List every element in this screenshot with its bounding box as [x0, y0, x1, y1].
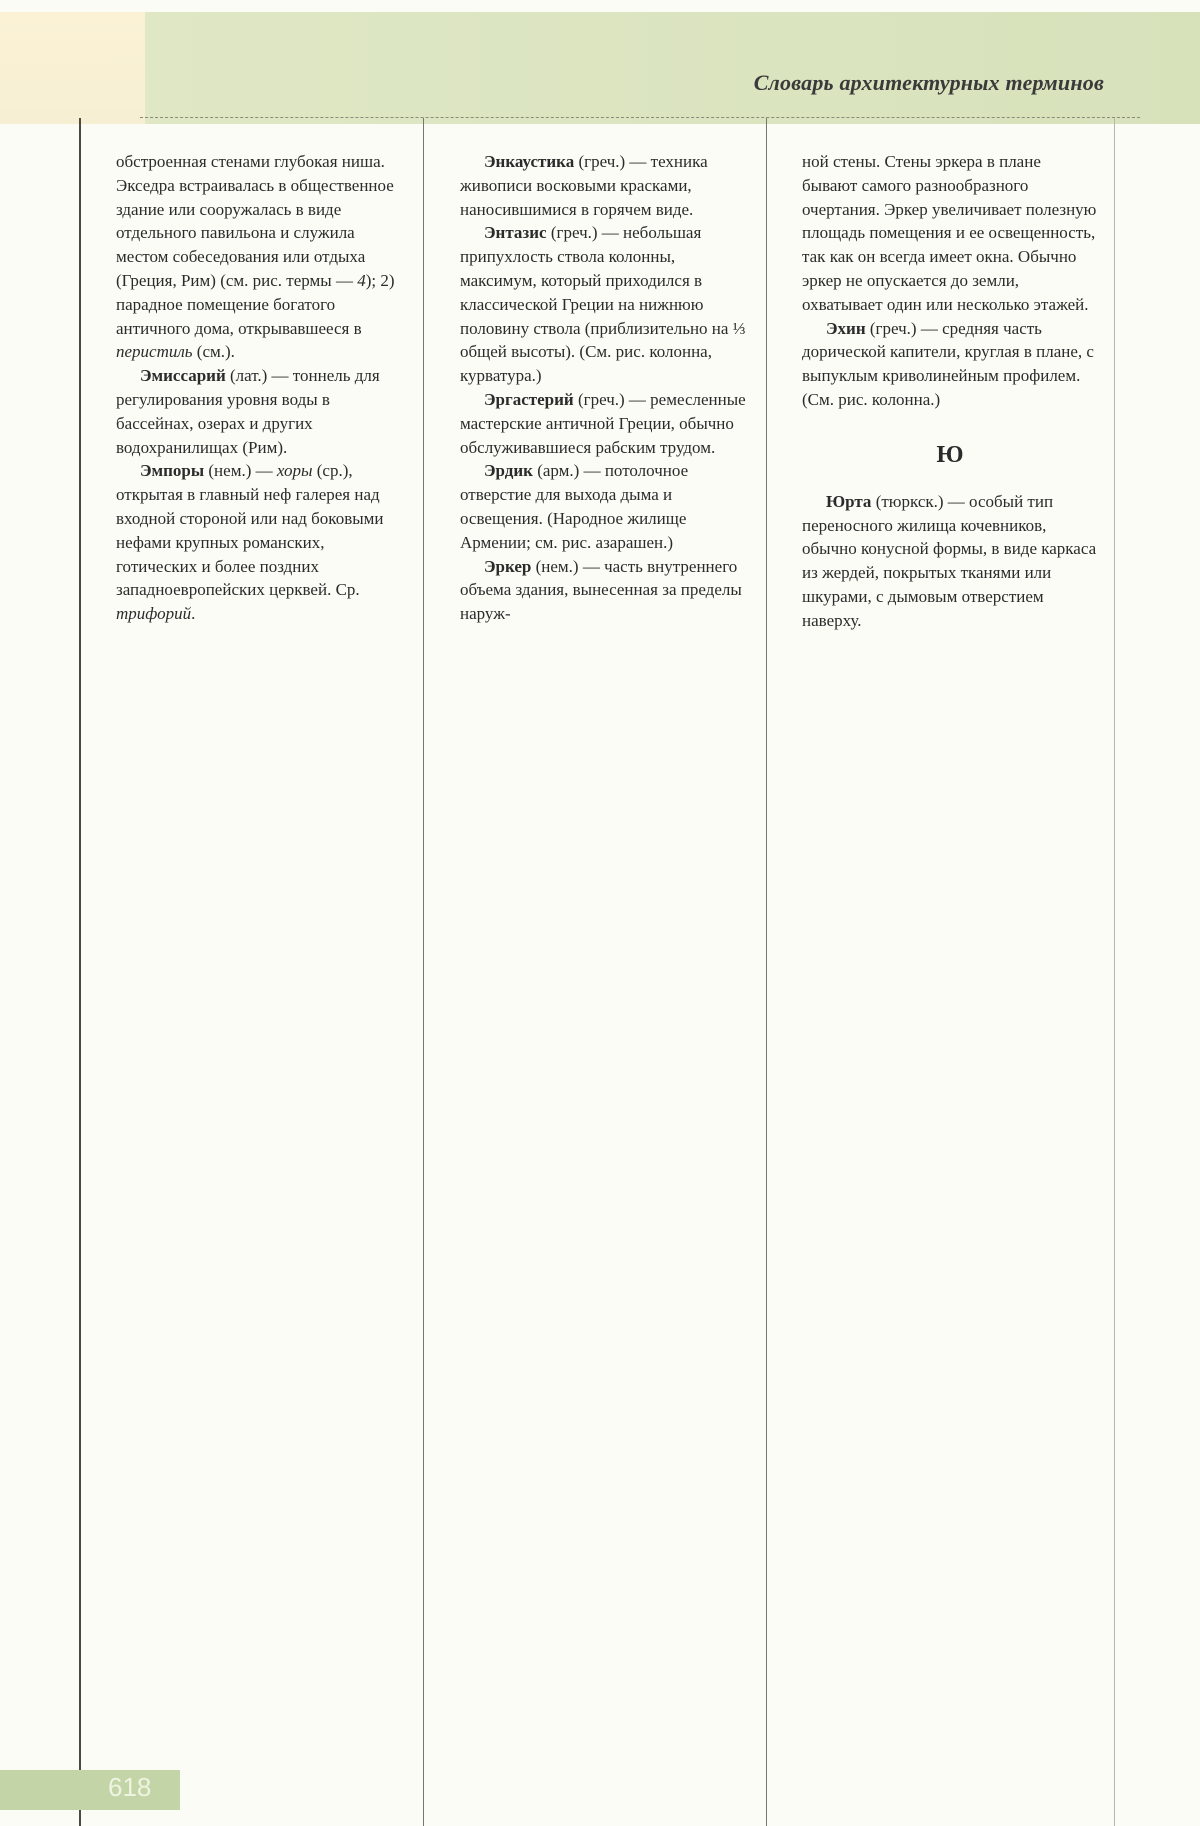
entry-term: Юрта [826, 491, 872, 511]
entry-text: . [191, 604, 196, 624]
entry-term: Эмпоры [140, 461, 205, 481]
running-header-title: Словарь архитектурных терминов [753, 70, 1104, 95]
entry-text: (греч.) — небольшая припухлость ствола колонны, максимум, который приходился в классической Греции на нижнюю половину ствола (приблизительно на ⅓ общей высоты). (См. рис. колонна, курватура.) [460, 223, 746, 386]
dictionary-entry [802, 150, 1098, 317]
dictionary-entry [802, 490, 1098, 633]
column-rule-middle-2 [766, 118, 767, 1826]
dictionary-entry [460, 459, 748, 554]
dictionary-entry [460, 555, 748, 626]
dictionary-entry [460, 388, 748, 459]
entry-reference: хоры [276, 461, 313, 481]
entry-text: (нем.) — [204, 461, 277, 481]
column-rule-right [1114, 118, 1115, 1826]
entry-term: Эмиссарий [140, 366, 226, 386]
entry-text: (греч.) — ремесленные мастерские античной Греции, обычно обслуживавшиеся рабским трудом. [460, 389, 746, 457]
entry-reference: перистиль [116, 342, 193, 362]
dictionary-entry [116, 150, 402, 364]
dictionary-entry [460, 221, 748, 388]
text-column-3 [802, 150, 1098, 633]
entry-text: (греч.) — техника живописи восковыми красками, наносившимися в горячем виде. [460, 152, 708, 219]
column-rule-left [79, 118, 81, 1826]
column-rule-middle-1 [423, 118, 424, 1826]
footer-band [0, 1770, 180, 1810]
entry-text: ной стены. Стены эркера в плане бывают самого разнообразного очертания. Эркер увеличивает полезную площадь помещения и ее освещенность, так как он всегда имеет окна. Обычно эркер не опускается до земли, охватывает один или несколько этажей. [802, 152, 1097, 314]
page-number: 618 [108, 1772, 152, 1802]
entry-term: Эхин [826, 318, 866, 338]
entry-reference: 4 [357, 270, 366, 290]
text-column-2 [460, 150, 748, 626]
letter-section-heading: Ю [936, 441, 964, 468]
entry-term: Эрдик [484, 461, 533, 481]
entry-text: (тюркск.) — особый тип переносного жилища кочевников, обычно конусной формы, в виде каркаса из жердей, покрытых тканями или шкурами, с дымовым отверстием наверху. [802, 491, 1097, 630]
entry-reference: трифорий [116, 604, 192, 624]
header-divider [140, 117, 1140, 118]
dictionary-entry [116, 459, 402, 626]
dictionary-entry [116, 364, 402, 459]
entry-term: Эркер [484, 556, 532, 576]
entry-text: (лат.) — тоннель для регулирования уровня воды в бассейнах, озерах и других водохранилищах (Рим). [116, 366, 380, 457]
header-corner [0, 12, 145, 124]
text-column-1 [116, 150, 402, 626]
entry-text: (греч.) — средняя часть дорической капители, круглая в плане, с выпуклым криволинейным профилем. (См. рис. колонна.) [802, 318, 1094, 409]
dictionary-entry [460, 150, 748, 221]
entry-text: (нем.) — часть внутреннего объема здания, вынесенная за пределы наруж- [460, 556, 742, 624]
entry-term: Эргастерий [484, 389, 574, 409]
entry-text: (арм.) — потолочное отверстие для выхода дыма и освещения. (Народное жилище Армении; см. рис. азарашен.) [460, 461, 689, 552]
dictionary-entry [802, 317, 1098, 412]
entry-text: ); 2) парадное помещение богатого античного дома, открывавшееся в [116, 270, 395, 338]
entry-text: (см.). [192, 342, 235, 362]
entry-text: обстроенная стенами глубокая ниша. Экседра встраивалась в общественное здание или сооружалась в виде отдельного павильона и служила местом собеседования или отдыха (Греция, Рим) (см. рис. термы — [116, 152, 394, 290]
entry-term: Энкаустика [484, 152, 575, 171]
entry-term: Энтазис [484, 223, 547, 243]
entry-text: (ср.), открытая в главный неф галерея над входной стороной или над боковыми нефами крупных романских, готических и более поздних западноевропейских церквей. Ср. [116, 461, 384, 600]
header-band [0, 12, 1200, 124]
